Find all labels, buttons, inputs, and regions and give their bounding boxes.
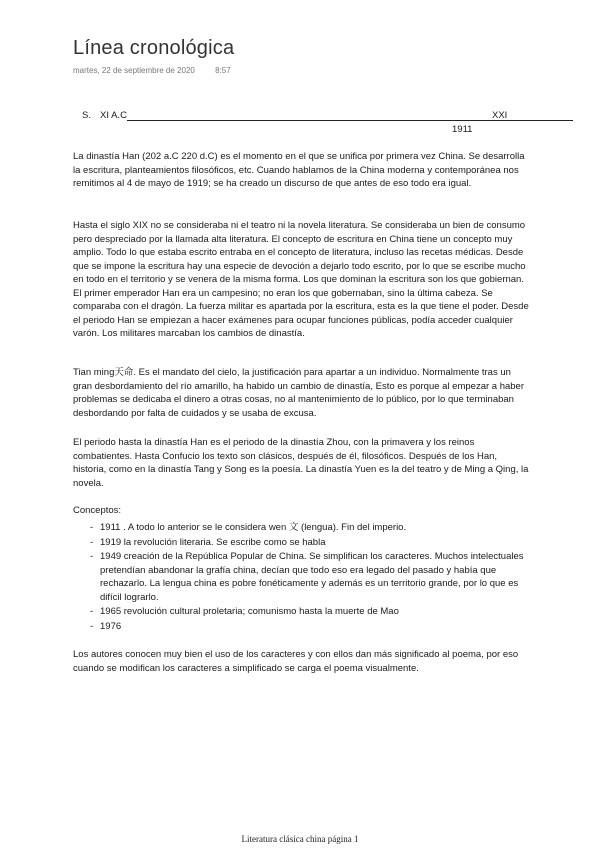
concepts-list: [90, 521, 532, 634]
page-title: Línea cronológica: [73, 37, 235, 59]
page-footer: Literatura clásica china página 1: [241, 834, 359, 844]
paragraph-writing-concept: Hasta el siglo XIX no se consideraba ni el teatro ni la novela literatura. Se consideraba un bien de consumo pero despreciado por la llamada alta literatura. El concepto de escritura en China tiene un concepto muy amplio. Todo lo que estaba escrito entraba en el concepto de literatura, incluso las recetas médicas. Desde que se impone la escritura hay una especie de devoción a dejarlo todo escrito, por lo que se escribe mucho en todo en el territorio y se venera de la misma forma. Los que dominan la escritura son los que gobiernan. El primer emperador Han era un campesino; no eran los que gobernaban, sino la última cabeza. Se comparaba con el dragón. La fuerza militar es apartada por la escritura, esta es la que tiene el poder. Desde el periodo Han se empiezan a hacer exámenes para ocupar funciones públicas, podía acceder cualquier varón. Los militares marcaban los cambios de dinastía.: [73, 220, 529, 339]
timeline-start-period: XI A.C: [100, 110, 127, 121]
timeline-marker-year: 1911: [452, 124, 473, 135]
concepts-heading: Conceptos:: [73, 505, 122, 516]
list-item: - 1976: [90, 620, 532, 634]
page-time: 8:57: [215, 66, 231, 75]
timeline-end-label: XXI: [492, 110, 508, 121]
paragraph-periods: El periodo hasta la dinastía Han es el periodo de la dinastía Zhou, con la primavera y los reinos combatientes. Hasta Confucio los texto son clásicos, después de él, filosóficos. Después de los Han, historia, como en la dinastía Tang y Song es la poesía. La dinastía Yuen es la del teatro y de Ming a Qing, la novela.: [73, 437, 529, 489]
page-timestamp: [73, 66, 231, 75]
paragraph-tian-ming: Tian ming天命. Es el mandato del cielo, la justificación para apartar a un individuo. Normalmente tras un gran desbordamiento del río amarillo, ha habido un cambio de dinastía, Esto es porque al empezar a haber problemas se dedicaba el dinero a otras cosas, no al mantenimiento de lo público, por lo que terminaban desbordando por falta de cuidados y se usaba de excusa.: [73, 367, 524, 419]
paragraph-han-dynasty: La dinastía Han (202 a.C 220 d.C) es el momento en el que se unifica por primera vez China. Se desarrolla la escritura, planteamientos filosóficos, etc. Cuando hablamos de la China moderna y contemporánea nos remitimos al 4 de mayo de 1919; se ha creado un discurso de que antes de eso todo era igual.: [73, 151, 525, 189]
page-date: martes, 22 de septiembre de 2020: [73, 66, 195, 75]
list-item: - 1949 creación de la República Popular de China. Se simplifican los caracteres. Muchos intelectuales pretendían abandonar la grafía china, decían que todo eso era legado del pasado y había que rechazarlo. La lengua china es pobre fonéticamente y además es un territorio grande, por lo que es difícil lograrlo.: [90, 550, 532, 604]
list-item: - 1911 . A todo lo anterior se le considera wen 文 (lengua). Fin del imperio.: [90, 521, 532, 535]
list-item: - 1919 la revolución literaria. Se escribe como se habla: [90, 536, 532, 550]
timeline-start-label: S.: [82, 110, 91, 121]
list-item: - 1965 revolución cultural proletaria; comunismo hasta la muerte de Mao: [90, 605, 532, 619]
paragraph-authors: Los autores conocen muy bien el uso de los caracteres y con ellos dan más significado al poema, por eso cuando se modifican los caracteres a simplificado se carga el poema visualmente.: [73, 649, 519, 674]
